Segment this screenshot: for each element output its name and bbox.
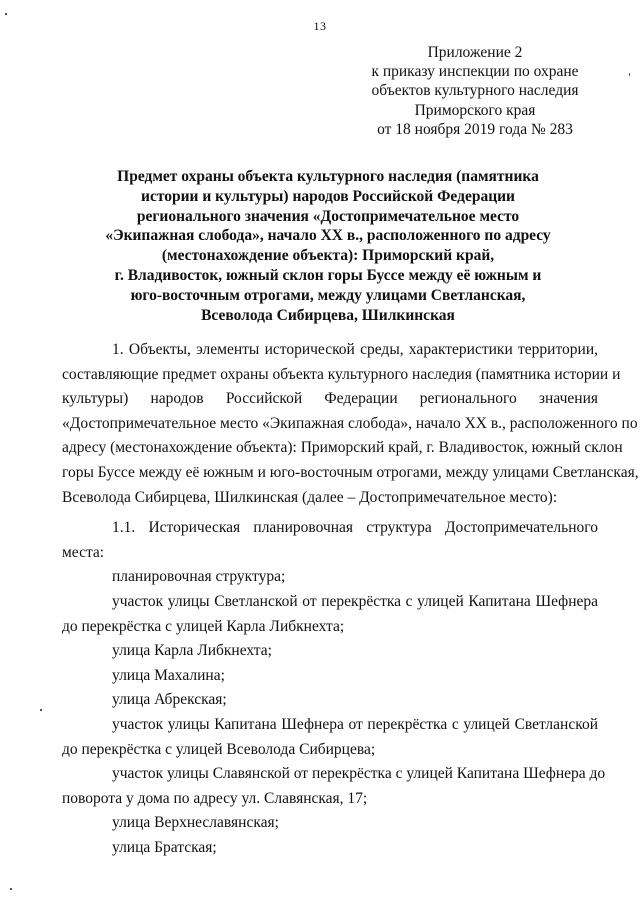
paragraph-line: 1. Объекты, элементы исторической среды, характеристики территории, xyxy=(112,341,598,358)
section-heading-line: 1.1. Историческая планировочная структура Достопримечательного xyxy=(112,519,598,537)
appendix-order-ref: к приказу инспекции по охране xyxy=(371,63,579,81)
title-line: г. Владивосток, южный склон горы Буссе между её южным и xyxy=(114,266,542,284)
title-line: (местонахождение объекта): Приморский край, xyxy=(161,247,495,265)
paragraph-1 xyxy=(62,338,639,510)
section-1-1-items xyxy=(62,565,606,860)
list-item: участок улицы Капитана Шефнера от перекрёстка с улицей Светланской xyxy=(112,715,598,733)
section-heading-line: места: xyxy=(62,543,105,561)
paragraph-line: «Достопримечательное место «Экипажная слобода», начало XX в., расположенного по xyxy=(62,414,638,432)
paragraph-line: составляющие предмет охраны объекта культурного наследия (памятника истории и xyxy=(62,365,621,383)
list-item-continuation: поворота у дома по адресу ул. Славянская, 17; xyxy=(62,789,368,807)
appendix-label: Приложение 2 xyxy=(427,44,523,61)
section-1-1-heading xyxy=(62,516,598,565)
appendix-date-number: от 18 ноября 2019 года № 283 xyxy=(377,120,573,138)
title-line: истории и культуры) народов Российской Федерации xyxy=(141,187,515,205)
title-line: юго-восточным отрогами, между улицами Светланская, xyxy=(130,286,526,304)
list-item: планировочная структура; xyxy=(112,568,286,586)
scan-speck xyxy=(5,13,7,15)
list-item: участок улицы Светланской от перекрёстка с улицей Капитана Шефнера xyxy=(112,592,598,610)
list-item: улица Абрекская; xyxy=(112,691,227,709)
list-item: улица Верхнеславянская; xyxy=(112,814,279,832)
appendix-inspection-name: объектов культурного наследия xyxy=(371,82,579,100)
scan-speck xyxy=(629,73,630,76)
scan-speck xyxy=(40,709,42,711)
document-title xyxy=(88,167,568,325)
list-item: улица Братская; xyxy=(112,838,217,856)
scan-speck xyxy=(10,888,12,890)
title-line: Предмет охраны объекта культурного наследия (памятника xyxy=(117,168,539,185)
appendix-region: Приморского края xyxy=(414,101,536,119)
list-item: улица Махалина; xyxy=(112,666,225,684)
paragraph-line: адресу (местонахождение объекта): Приморский край, г. Владивосток, южный склон xyxy=(62,439,623,457)
list-item-continuation: до перекрёстка с улицей Всеволода Сибирцева; xyxy=(62,740,376,758)
list-item: участок улицы Славянской от перекрёстка с улицей Капитана Шефнера до xyxy=(112,765,606,783)
appendix-header xyxy=(330,43,620,139)
list-item-continuation: до перекрёстка с улицей Карла Либкнехта; xyxy=(62,617,345,635)
paragraph-line: культуры) народов Российской Федерации регионального значения xyxy=(62,390,598,408)
document-body xyxy=(62,338,639,860)
title-line: Всеволода Сибирцева, Шилкинская xyxy=(201,306,455,324)
title-line: «Экипажная слобода», начало XX в., расположенного по адресу xyxy=(105,227,551,245)
list-item: улица Карла Либкнехта; xyxy=(112,642,272,660)
paragraph-line: горы Буссе между её южным и юго-восточным отрогами, между улицами Светланская, xyxy=(62,463,639,481)
paragraph-line: Всеволода Сибирцева, Шилкинская (далее – Достопримечательное место): xyxy=(62,488,558,506)
page-number: 13 xyxy=(313,19,327,33)
title-line: регионального значения «Достопримечательное место xyxy=(136,207,520,225)
